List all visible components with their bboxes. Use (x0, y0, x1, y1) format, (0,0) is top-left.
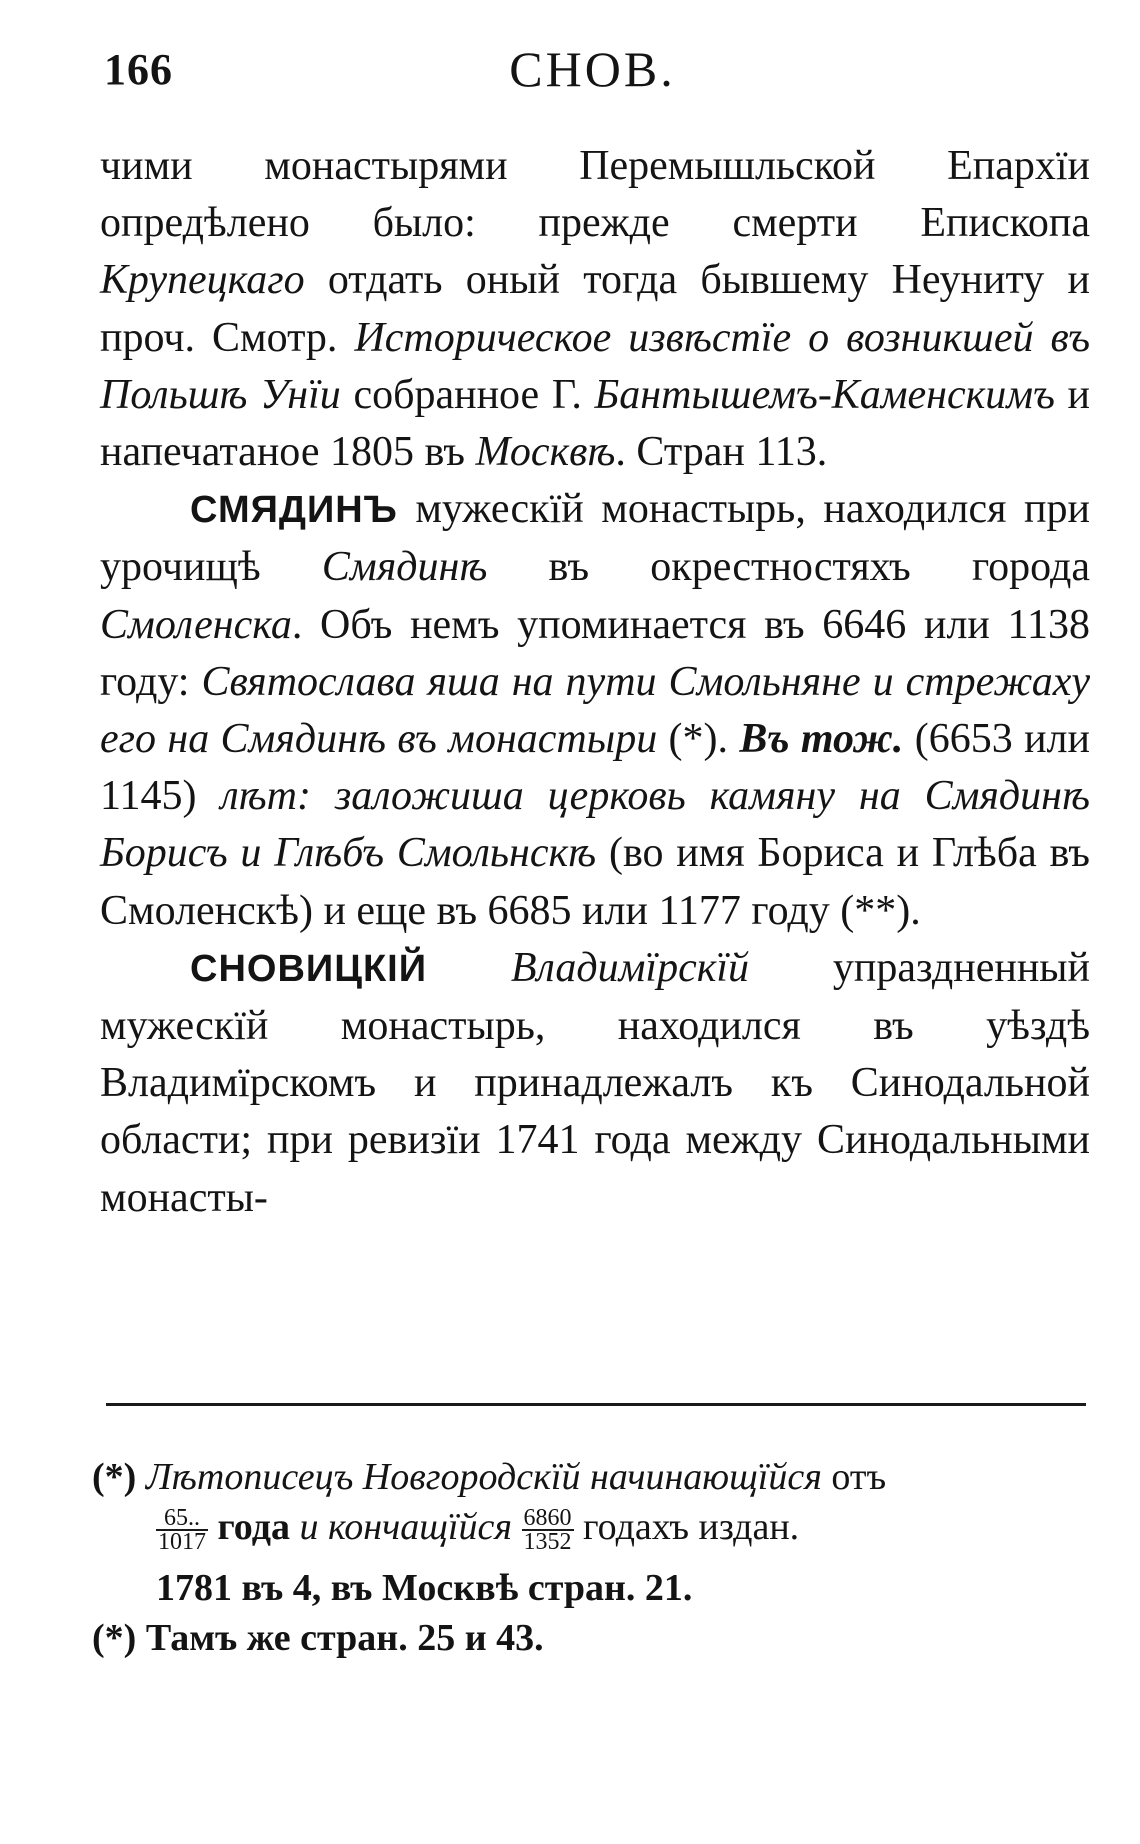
footnotes (92, 1452, 1092, 1663)
italic-title: Лѣтописецъ Новгородскїй начинающїйся (136, 1456, 822, 1498)
text-span: 1781 въ 4, въ Москвѣ стран. 21. (156, 1567, 693, 1610)
text-span: (*). (657, 716, 740, 763)
footnote-1-line-3 (92, 1563, 1092, 1613)
italic-title: Историческое извѣстїе о возникшей въ Польшѣ Унїи (100, 314, 1090, 418)
text-span: (6653 или 1145) (100, 716, 1090, 820)
year-fraction (522, 1505, 574, 1556)
page-number: 166 (104, 45, 173, 94)
year-fraction (156, 1505, 208, 1556)
italic-author: Бантышемъ-Каменскимъ (594, 371, 1055, 418)
page-header (100, 30, 1085, 100)
text-span: и напечатаное 1805 въ (100, 371, 1090, 476)
italic-place: Владимїрскїй (427, 944, 750, 991)
main-text (100, 138, 1090, 1227)
entry-smyadin (100, 481, 1090, 940)
italic-quote: Въ тож. (739, 716, 904, 763)
entry-heading: СМЯДИНЪ (190, 489, 398, 532)
text-span: чими монастырями Перемышльской Епархїи опредѣлено было: прежде смерти Епископа (100, 143, 1090, 247)
text-span: (во имя Бориса и Глѣба въ Смоленскѣ) и еще въ 6685 или 1177 году (**). (100, 830, 1091, 934)
footnote-divider (106, 1403, 1086, 1406)
text-span: мужескїй монастырь, находился при урочищѣ (100, 486, 1090, 591)
footnote-mark: (*) (92, 1617, 137, 1660)
text-span: отдать оный тогда бывшему Неуниту и проч. Смотр. (100, 257, 1090, 361)
italic-place: Москвѣ (475, 429, 616, 476)
fraction-bottom: 1352 (523, 1529, 572, 1556)
footnote-2 (92, 1613, 1092, 1663)
fraction-top: 6860 (523, 1505, 572, 1532)
entry-heading: СНОВИЦКІЙ (190, 947, 428, 990)
italic-text: и кончащїйся (299, 1506, 513, 1548)
fraction-bottom: 1017 (158, 1529, 206, 1556)
text-span: собранное Г. (340, 371, 595, 418)
italic-name: Крупецкаго (100, 257, 305, 304)
paragraph-continuation (100, 138, 1090, 481)
running-head: СНОВ. (509, 41, 676, 97)
text-span: отъ (821, 1456, 887, 1498)
text-span: . Объ немъ упоминается въ 6646 или 1138 году: (100, 601, 1090, 705)
text-span: Тамъ же стран. 25 и 43. (136, 1617, 544, 1660)
italic-place: Смядинѣ (321, 544, 488, 591)
italic-quote: лѣт: заложиша церковь камяну на Смядинѣ Борисъ и Глѣбъ Смольнскѣ (100, 773, 1091, 877)
text-span: . Стран 113. (615, 429, 828, 476)
italic-place: Смоленска (100, 601, 292, 648)
italic-quote: Святослава яша на пути Смольняне и стрежаху его на Смядинѣ въ монастыри (100, 658, 1090, 763)
entry-snovitsky (100, 940, 1090, 1227)
text-span: въ окрестностяхъ города (487, 544, 1090, 591)
footnote-1-line-2 (92, 1502, 1092, 1556)
text-span: упраздненный мужескїй монастырь, находился въ уѣздѣ Владимїрскомъ и принадлежалъ къ Синодальной области; при ревизїи 1741 года между Синодальными монасты- (100, 944, 1090, 1221)
text-span: годахъ издан. (573, 1506, 800, 1548)
text-span: года (208, 1506, 300, 1548)
footnote-1 (92, 1452, 1092, 1502)
fraction-top: 65.. (156, 1507, 208, 1531)
footnote-mark: (*) (92, 1456, 137, 1498)
